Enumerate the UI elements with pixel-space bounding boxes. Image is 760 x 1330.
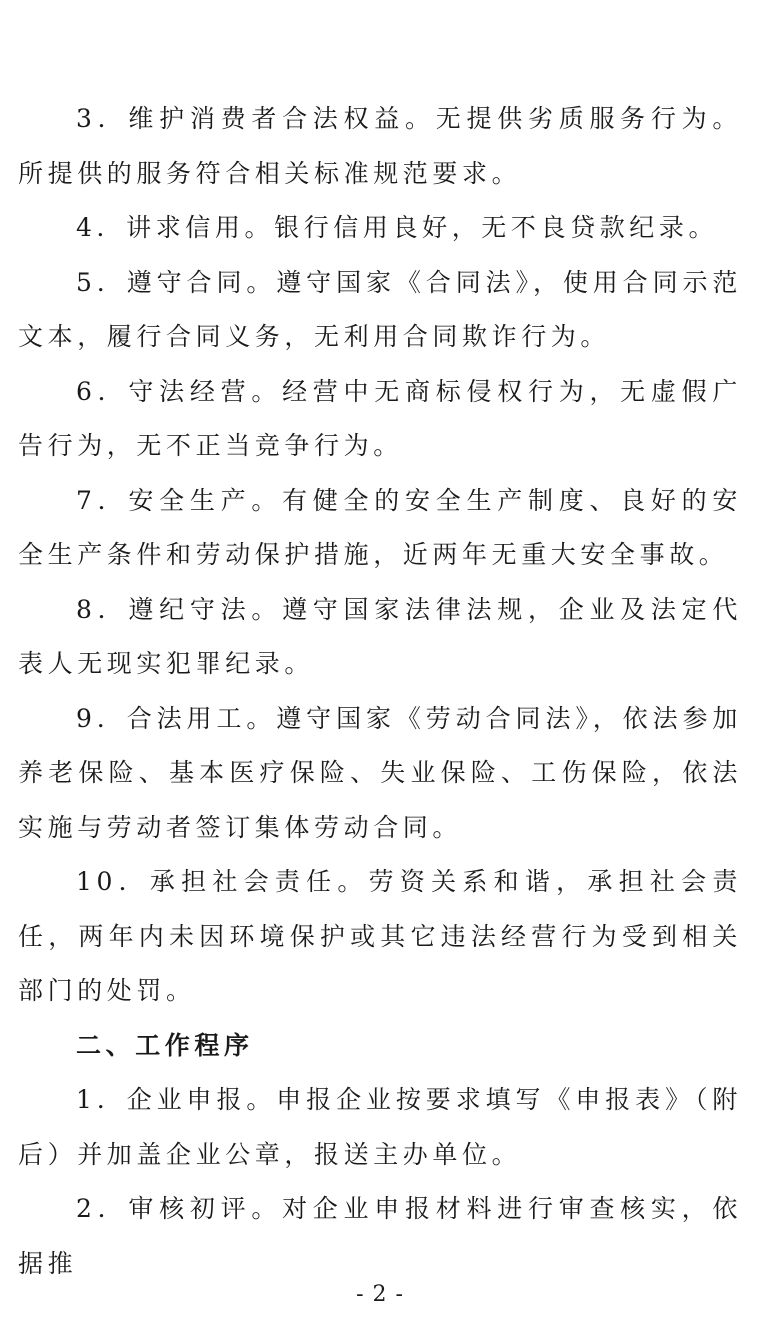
procedure-paragraph-1: 1．企业申报。申报企业按要求填写《申报表》（附后）并加盖企业公章，报送主办单位。 xyxy=(18,1085,742,1169)
procedure-paragraph-2: 2．审核初评。对企业申报材料进行审查核实，依据推 xyxy=(18,1194,742,1278)
paragraph-3: 3．维护消费者合法权益。无提供劣质服务行为。所提供的服务符合相关标准规范要求。 xyxy=(18,104,742,188)
paragraph-8: 8．遵纪守法。遵守国家法律法规，企业及法定代表人无现实犯罪纪录。 xyxy=(18,594,742,678)
section-heading: 二、工作程序 xyxy=(76,1030,254,1060)
paragraph-7: 7．安全生产。有健全的安全生产制度、良好的安全生产条件和劳动保护措施，近两年无重大安全事故。 xyxy=(18,485,742,569)
paragraph-4: 4．讲求信用。银行信用良好，无不良贷款纪录。 xyxy=(76,213,719,242)
paragraph-10: 10．承担社会责任。劳资关系和谐，承担社会责任，两年内未因环境保护或其它违法经营行为受到相关部门的处罚。 xyxy=(18,867,742,1005)
paragraph-6: 6．守法经营。经营中无商标侵权行为，无虚假广告行为，无不正当竞争行为。 xyxy=(18,376,742,460)
document-body xyxy=(18,92,742,1291)
page-number: - 2 - xyxy=(356,1282,404,1307)
paragraph-5: 5．遵守合同。遵守国家《合同法》，使用合同示范文本，履行合同义务，无利用合同欺诈行为。 xyxy=(18,267,742,351)
paragraph-9: 9．合法用工。遵守国家《劳动合同法》，依法参加养老保险、基本医疗保险、失业保险、工伤保险，依法实施与劳动者签订集体劳动合同。 xyxy=(18,703,742,842)
